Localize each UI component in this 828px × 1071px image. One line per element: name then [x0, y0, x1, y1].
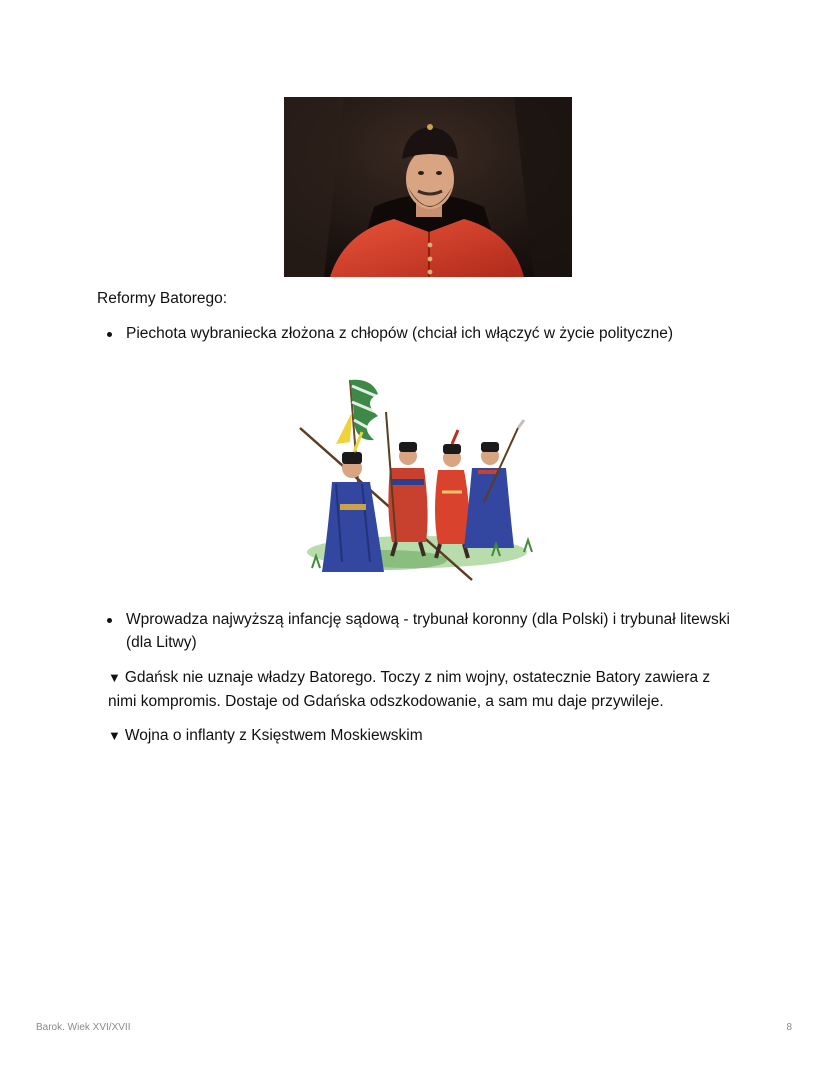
batory-portrait-image: [284, 97, 572, 277]
page-number: 8: [786, 1022, 792, 1033]
footer-title: Barok. Wiek XVI/XVII: [36, 1022, 131, 1033]
paragraph-text: Wojna o inflanty z Księstwem Moskiewskim: [124, 727, 423, 744]
triangle-down-icon: ▼: [108, 728, 121, 743]
piechota-soldiers-image: [292, 372, 538, 586]
reforms-list-continued: [97, 608, 737, 654]
gdansk-paragraph: [108, 666, 738, 714]
section-heading: Reformy Batorego:: [97, 290, 228, 307]
paragraph-text: Gdańsk nie uznaje władzy Batorego. Toczy z nim wojny, ostatecznie Batory zawiera z nimi kompromis. Dostaje od Gdańska odszkodowanie, a sam mu daje przywileje.: [108, 669, 711, 710]
list-item: Piechota wybraniecka złożona z chłopów (chciał ich włączyć w życie polityczne): [97, 322, 737, 345]
list-item: Wprowadza najwyższą infancję sądową - trybunał koronny (dla Polski) i trybunał litewski (dla Litwy): [97, 608, 737, 654]
inflanty-war-paragraph: [108, 724, 738, 748]
triangle-down-icon: ▼: [108, 670, 121, 685]
reforms-list: [97, 322, 737, 345]
